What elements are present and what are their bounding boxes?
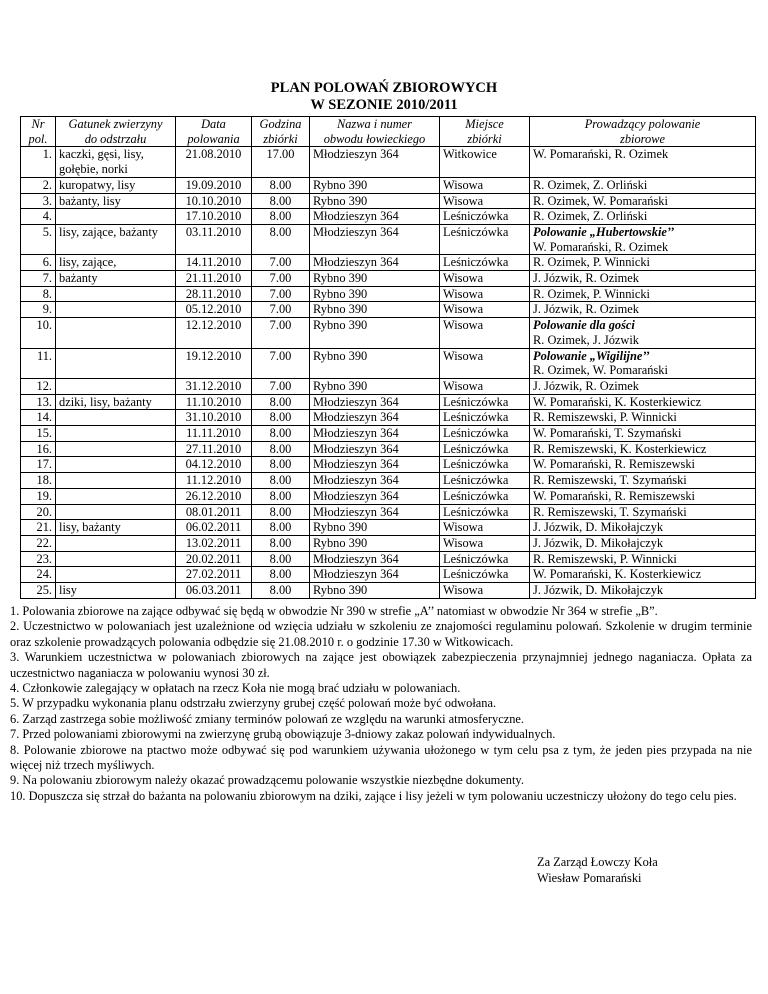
- cell-time: 7.00: [252, 271, 310, 287]
- note-5: 5. W przypadku wykonania planu odstrzału zwierzyny grubej część polowań może być odwołana.: [10, 696, 497, 711]
- cell-district: Młodzieszyn 364: [310, 224, 440, 254]
- cell-time: 8.00: [252, 410, 310, 426]
- cell-leaders: R. Ozimek, W. Pomarański: [530, 193, 756, 209]
- cell-species: [56, 567, 176, 583]
- cell-place: Wisowa: [440, 302, 530, 318]
- cell-leaders: [530, 348, 756, 378]
- cell-place: Leśniczówka: [440, 473, 530, 489]
- cell-time: 8.00: [252, 520, 310, 536]
- cell-leaders: [530, 318, 756, 348]
- cell-nr: 13.: [21, 394, 56, 410]
- cell-nr: 24.: [21, 567, 56, 583]
- cell-district: Rybno 390: [310, 535, 440, 551]
- table-row: [21, 286, 756, 302]
- cell-place: Wisowa: [440, 193, 530, 209]
- cell-time: 8.00: [252, 535, 310, 551]
- table-row: [21, 441, 756, 457]
- cell-nr: 2.: [21, 177, 56, 193]
- cell-district: Rybno 390: [310, 583, 440, 599]
- cell-nr: 8.: [21, 286, 56, 302]
- cell-date: 20.02.2011: [176, 551, 252, 567]
- cell-place: Wisowa: [440, 378, 530, 394]
- cell-nr: 4.: [21, 209, 56, 225]
- cell-date: 21.08.2010: [176, 147, 252, 177]
- cell-district: Młodzieszyn 364: [310, 394, 440, 410]
- cell-date: 12.12.2010: [176, 318, 252, 348]
- cell-date: 06.02.2011: [176, 520, 252, 536]
- cell-place: Leśniczówka: [440, 504, 530, 520]
- cell-species: [56, 426, 176, 442]
- cell-date: 27.11.2010: [176, 441, 252, 457]
- cell-species: [56, 348, 176, 378]
- hunt-event-name: Polowanie „Hubertowskie’’: [533, 224, 675, 239]
- cell-species: kaczki, gęsi, lisy, gołębie, norki: [56, 147, 176, 177]
- note-10: 10. Dopuszcza się strzał do bażanta na polowaniu zbiorowym na dziki, zające i lisy jeżeli w tym polowaniu uczestniczy ułożony do tego celu pies.: [10, 788, 737, 803]
- cell-date: 27.02.2011: [176, 567, 252, 583]
- cell-time: 8.00: [252, 224, 310, 254]
- cell-date: 03.11.2010: [176, 224, 252, 254]
- hunt-event-name: Polowanie dla gości: [533, 318, 635, 333]
- cell-time: 8.00: [252, 394, 310, 410]
- cell-nr: 7.: [21, 271, 56, 287]
- cell-date: 06.03.2011: [176, 583, 252, 599]
- cell-nr: 21.: [21, 520, 56, 536]
- table-row: [21, 410, 756, 426]
- cell-species: dziki, lisy, bażanty: [56, 394, 176, 410]
- cell-time: 7.00: [252, 255, 310, 271]
- header-leaders: Prowadzący polowanie zbiorowe: [530, 117, 756, 147]
- cell-time: 7.00: [252, 302, 310, 318]
- cell-date: 31.12.2010: [176, 378, 252, 394]
- cell-district: Młodzieszyn 364: [310, 567, 440, 583]
- cell-place: Leśniczówka: [440, 441, 530, 457]
- note-1: 1. Polowania zbiorowe na zające odbywać się będą w obwodzie Nr 390 w strefie „A’’ natomiast w obwodzie Nr 364 w strefie „B”.: [10, 604, 658, 618]
- cell-species: lisy, bażanty: [56, 520, 176, 536]
- cell-time: 7.00: [252, 318, 310, 348]
- cell-district: Młodzieszyn 364: [310, 551, 440, 567]
- table-row: [21, 378, 756, 394]
- cell-species: [56, 410, 176, 426]
- cell-nr: 17.: [21, 457, 56, 473]
- cell-place: Leśniczówka: [440, 457, 530, 473]
- cell-district: Młodzieszyn 364: [310, 504, 440, 520]
- cell-nr: 16.: [21, 441, 56, 457]
- cell-nr: 14.: [21, 410, 56, 426]
- cell-leaders: R. Remiszewski, T. Szymański: [530, 473, 756, 489]
- cell-species: kuropatwy, lisy: [56, 177, 176, 193]
- cell-date: 26.12.2010: [176, 488, 252, 504]
- cell-time: 8.00: [252, 193, 310, 209]
- cell-leaders: W. Pomarański, K. Kosterkiewicz: [530, 567, 756, 583]
- cell-time: 8.00: [252, 504, 310, 520]
- table-row: [21, 318, 756, 348]
- cell-date: 10.10.2010: [176, 193, 252, 209]
- cell-leaders: R. Ozimek, P. Winnicki: [530, 286, 756, 302]
- leader-names: W. Pomarański, R. Ozimek: [533, 239, 669, 254]
- table-row: [21, 224, 756, 254]
- table-row: [21, 177, 756, 193]
- table-row: [21, 504, 756, 520]
- cell-leaders: R. Ozimek, P. Winnicki: [530, 255, 756, 271]
- cell-leaders: R. Remiszewski, K. Kosterkiewicz: [530, 441, 756, 457]
- cell-place: Leśniczówka: [440, 224, 530, 254]
- cell-nr: 22.: [21, 535, 56, 551]
- table-row: [21, 348, 756, 378]
- signature-line-1: Za Zarząd Łowczy Koła: [537, 855, 658, 869]
- cell-time: 7.00: [252, 286, 310, 302]
- cell-district: Młodzieszyn 364: [310, 410, 440, 426]
- table-row: [21, 426, 756, 442]
- cell-place: Wisowa: [440, 177, 530, 193]
- cell-district: Rybno 390: [310, 302, 440, 318]
- cell-date: 19.12.2010: [176, 348, 252, 378]
- cell-district: Rybno 390: [310, 520, 440, 536]
- cell-nr: 23.: [21, 551, 56, 567]
- cell-district: Młodzieszyn 364: [310, 147, 440, 177]
- cell-leaders: R. Remiszewski, T. Szymański: [530, 504, 756, 520]
- cell-time: 8.00: [252, 441, 310, 457]
- leader-names: R. Ozimek, J. Józwik: [533, 332, 639, 347]
- cell-date: 08.01.2011: [176, 504, 252, 520]
- table-row: [21, 488, 756, 504]
- table-row: [21, 255, 756, 271]
- cell-species: bażanty: [56, 271, 176, 287]
- cell-species: [56, 473, 176, 489]
- cell-nr: 3.: [21, 193, 56, 209]
- cell-place: Wisowa: [440, 271, 530, 287]
- cell-nr: 10.: [21, 318, 56, 348]
- cell-species: [56, 535, 176, 551]
- cell-species: lisy: [56, 583, 176, 599]
- title-line-2: W SEZONIE 2010/2011: [310, 97, 458, 113]
- cell-place: Leśniczówka: [440, 567, 530, 583]
- cell-leaders: W. Pomarański, K. Kosterkiewicz: [530, 394, 756, 410]
- cell-district: Rybno 390: [310, 286, 440, 302]
- cell-species: [56, 504, 176, 520]
- cell-species: [56, 378, 176, 394]
- cell-time: 8.00: [252, 426, 310, 442]
- note-2: 2. Uczestnictwo w polowaniach jest uzależnione od wzięcia udziału w szkoleniu ze znajomości regulaminu polowań. Szkolenie w drugim terminie oraz szkolenie prowadzących polowania odbędzie się 21.08.2010 r. o godzinie 17.30 w Witkowicach.: [10, 619, 752, 649]
- cell-place: Leśniczówka: [440, 394, 530, 410]
- note-4: 4. Członkowie zalegający w opłatach na rzecz Koła nie mogą brać udziału w polowaniach.: [10, 681, 461, 696]
- cell-district: Młodzieszyn 364: [310, 441, 440, 457]
- cell-place: Leśniczówka: [440, 410, 530, 426]
- cell-date: 11.10.2010: [176, 394, 252, 410]
- cell-nr: 25.: [21, 583, 56, 599]
- cell-date: 11.12.2010: [176, 473, 252, 489]
- cell-nr: 6.: [21, 255, 56, 271]
- cell-place: Wisowa: [440, 520, 530, 536]
- leader-names: R. Ozimek, W. Pomarański: [533, 363, 668, 378]
- cell-leaders: W. Pomarański, R. Remiszewski: [530, 488, 756, 504]
- signature-name: Wiesław Pomarański: [537, 871, 642, 885]
- header-date: Data polowania: [176, 117, 252, 147]
- table-row: [21, 583, 756, 599]
- cell-leaders: W. Pomarański, R. Remiszewski: [530, 457, 756, 473]
- cell-leaders: J. Józwik, D. Mikołajczyk: [530, 535, 756, 551]
- cell-district: Młodzieszyn 364: [310, 426, 440, 442]
- cell-place: Wisowa: [440, 583, 530, 599]
- cell-species: [56, 551, 176, 567]
- cell-nr: 9.: [21, 302, 56, 318]
- table-body: [21, 147, 756, 598]
- cell-place: Leśniczówka: [440, 551, 530, 567]
- cell-time: 8.00: [252, 457, 310, 473]
- notes-section: [10, 604, 752, 804]
- cell-leaders: J. Józwik, R. Ozimek: [530, 378, 756, 394]
- table-row: [21, 551, 756, 567]
- table-row: [21, 302, 756, 318]
- cell-species: [56, 209, 176, 225]
- cell-time: 7.00: [252, 348, 310, 378]
- cell-species: [56, 286, 176, 302]
- cell-nr: 19.: [21, 488, 56, 504]
- cell-time: 8.00: [252, 177, 310, 193]
- table-row: [21, 209, 756, 225]
- hunting-plan-table: [20, 116, 756, 599]
- document-title: [0, 80, 768, 114]
- cell-district: Rybno 390: [310, 318, 440, 348]
- cell-place: Wisowa: [440, 286, 530, 302]
- cell-place: Witkowice: [440, 147, 530, 177]
- table-row: [21, 193, 756, 209]
- cell-species: [56, 457, 176, 473]
- cell-district: Młodzieszyn 364: [310, 473, 440, 489]
- table-row: [21, 147, 756, 177]
- cell-time: 8.00: [252, 473, 310, 489]
- cell-date: 11.11.2010: [176, 426, 252, 442]
- cell-leaders: J. Józwik, R. Ozimek: [530, 271, 756, 287]
- cell-leaders: R. Remiszewski, P. Winnicki: [530, 410, 756, 426]
- table-header-row: [21, 117, 756, 147]
- cell-nr: 15.: [21, 426, 56, 442]
- table-row: [21, 473, 756, 489]
- cell-time: 17.00: [252, 147, 310, 177]
- cell-district: Rybno 390: [310, 177, 440, 193]
- cell-place: Wisowa: [440, 318, 530, 348]
- cell-leaders: W. Pomarański, R. Ozimek: [530, 147, 756, 177]
- cell-time: 8.00: [252, 209, 310, 225]
- signature-block: [537, 854, 658, 886]
- cell-district: Młodzieszyn 364: [310, 255, 440, 271]
- cell-district: Młodzieszyn 364: [310, 488, 440, 504]
- cell-leaders: R. Remiszewski, P. Winnicki: [530, 551, 756, 567]
- title-line-1: PLAN POLOWAŃ ZBIOROWYCH: [270, 80, 498, 96]
- cell-date: 04.12.2010: [176, 457, 252, 473]
- note-8: 8. Polowanie zbiorowe na ptactwo może odbywać się pod warunkiem używania ułożonego w tym celu psa z tym, że jeden pies przypada na nie więcej niż trzech myśliwych.: [10, 742, 752, 773]
- cell-nr: 5.: [21, 224, 56, 254]
- table-row: [21, 535, 756, 551]
- cell-time: 8.00: [252, 488, 310, 504]
- cell-date: 31.10.2010: [176, 410, 252, 426]
- cell-place: Leśniczówka: [440, 488, 530, 504]
- cell-time: 8.00: [252, 567, 310, 583]
- cell-time: 8.00: [252, 583, 310, 599]
- header-place: Miejsce zbiórki: [440, 117, 530, 147]
- cell-leaders: J. Józwik, R. Ozimek: [530, 302, 756, 318]
- cell-leaders: R. Ozimek, Z. Orliński: [530, 209, 756, 225]
- table-row: [21, 271, 756, 287]
- note-3: 3. Warunkiem uczestnictwa w polowaniach zbiorowych na zające jest obowiązek zabezpieczenia przynajmniej jednego naganiacza. Opłata za uczestnictwo naganiacza w polowaniu wynosi 30 zł.: [10, 650, 752, 680]
- cell-species: [56, 318, 176, 348]
- cell-leaders: [530, 224, 756, 254]
- cell-leaders: R. Ozimek, Z. Orliński: [530, 177, 756, 193]
- cell-species: [56, 302, 176, 318]
- cell-species: bażanty, lisy: [56, 193, 176, 209]
- cell-district: Młodzieszyn 364: [310, 209, 440, 225]
- cell-nr: 11.: [21, 348, 56, 378]
- cell-date: 13.02.2011: [176, 535, 252, 551]
- cell-place: Leśniczówka: [440, 426, 530, 442]
- cell-date: 28.11.2010: [176, 286, 252, 302]
- header-district: Nazwa i numer obwodu łowieckiego: [310, 117, 440, 147]
- header-species: Gatunek zwierzyny do odstrzału: [56, 117, 176, 147]
- header-nr: Nr pol.: [21, 117, 56, 147]
- table-row: [21, 520, 756, 536]
- cell-district: Rybno 390: [310, 193, 440, 209]
- cell-leaders: W. Pomarański, T. Szymański: [530, 426, 756, 442]
- cell-date: 17.10.2010: [176, 209, 252, 225]
- cell-district: Rybno 390: [310, 271, 440, 287]
- note-9: 9. Na polowaniu zbiorowym należy okazać prowadzącemu polowanie wszystkie niezbędne dokumenty.: [10, 773, 524, 788]
- cell-species: [56, 441, 176, 457]
- cell-date: 19.09.2010: [176, 177, 252, 193]
- cell-place: Wisowa: [440, 348, 530, 378]
- cell-district: Rybno 390: [310, 348, 440, 378]
- cell-place: Leśniczówka: [440, 255, 530, 271]
- cell-species: lisy, zające,: [56, 255, 176, 271]
- cell-nr: 1.: [21, 147, 56, 177]
- cell-species: [56, 488, 176, 504]
- header-time: Godzina zbiórki: [252, 117, 310, 147]
- cell-nr: 12.: [21, 378, 56, 394]
- table-row: [21, 394, 756, 410]
- cell-date: 05.12.2010: [176, 302, 252, 318]
- table-row: [21, 567, 756, 583]
- cell-district: Rybno 390: [310, 378, 440, 394]
- cell-place: Leśniczówka: [440, 209, 530, 225]
- cell-date: 21.11.2010: [176, 271, 252, 287]
- cell-nr: 20.: [21, 504, 56, 520]
- cell-date: 14.11.2010: [176, 255, 252, 271]
- cell-leaders: J. Józwik, D. Mikołajczyk: [530, 520, 756, 536]
- hunt-event-name: Polowanie „Wigilijne’’: [533, 348, 650, 363]
- cell-nr: 18.: [21, 473, 56, 489]
- cell-leaders: J. Józwik, D. Mikołajczyk: [530, 583, 756, 599]
- note-7: 7. Przed polowaniami zbiorowymi na zwierzynę grubą obowiązuje 3-dniowy zakaz polowań indywidualnych.: [10, 727, 556, 742]
- cell-place: Wisowa: [440, 535, 530, 551]
- cell-time: 8.00: [252, 551, 310, 567]
- table-row: [21, 457, 756, 473]
- cell-species: lisy, zające, bażanty: [56, 224, 176, 254]
- cell-time: 7.00: [252, 378, 310, 394]
- note-6: 6. Zarząd zastrzega sobie możliwość zmiany terminów polowań ze względu na warunki atmosferyczne.: [10, 711, 525, 726]
- cell-district: Młodzieszyn 364: [310, 457, 440, 473]
